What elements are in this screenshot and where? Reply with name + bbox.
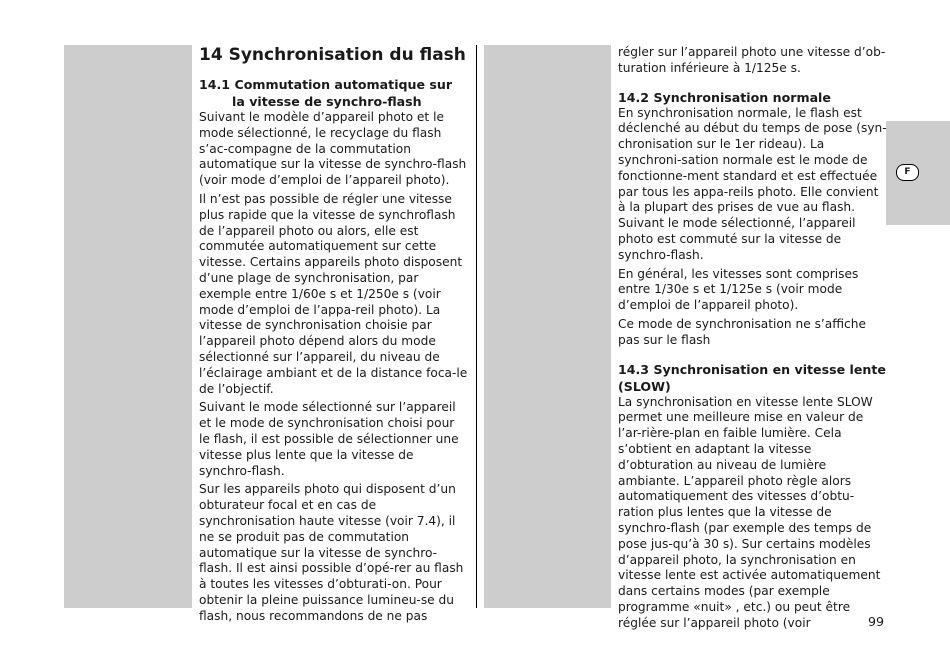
paragraph: Sur les appareils photo qui disposent d’un obturateur focal et en cas de synchronisation haute vitesse (voir 7.4), il ne se produit pas de commutation automatique sur la vitesse de synchro-flash. Il est ainsi possible d’opé-rer au flash à toutes les vitesses d’obturati-on. Pour obtenir la pleine puissance lumineu-se du flash, nous recommandons de ne pas xyxy=(199,482,464,623)
right-margin-band xyxy=(484,45,611,608)
paragraph: En synchronisation normale, le flash est déclenché au début du temps de pose (syn-chronisation sur le 1er rideau). La synchroni-sation normale est le mode de fonctionne-ment standard et est effectuée par tous les appa-reils photo. Elle convient à la plupart des prises de vue au flash. Suivant le mode sélectionné, l’appareil photo est commuté sur la vitesse de synchro-flash. xyxy=(618,105,887,262)
subsection-heading-14-1 xyxy=(199,76,469,110)
page-number: 99 xyxy=(868,614,885,629)
paragraph: Ce mode de synchronisation ne s’affiche pas sur le flash xyxy=(618,316,866,347)
subsection-heading-14-1-text: 14.1 Commutation automatique sur la vitesse de synchro-flash xyxy=(199,77,453,109)
paragraph: La synchronisation en vitesse lente SLOW permet une meilleure mise en valeur de l’ar-rière-plan en faible lumière. Cela s’obtient en adaptant la vitesse d’obturation au niveau de lumière ambiante. L’appareil photo règle alors automatiquement des vitesses d’obtu-ration plus lentes que la vitesse de synchro-flash (par exemple des temps de pose jus-qu’à 30 s). Sur certains modèles d’appareil photo, la synchronisation en vitesse lente est activée automatiquement dans certains modes (par exemple programme «nuit» , etc.) ou peut être réglée sur l’appareil photo (voir xyxy=(618,394,881,630)
left-column xyxy=(199,44,469,628)
paragraph: régler sur l’appareil photo une vitesse d’ob-turation inférieure à 1/125e s. xyxy=(618,45,886,75)
paragraph: Suivant le modèle d’appareil photo et le mode sélectionné, le recyclage du flash s’ac-compagne de la commutation automatique sur la vitesse de synchro-flash (voir mode d’emploi de l’appareil photo). xyxy=(199,110,467,188)
section-title: 14 Synchronisation du flash xyxy=(199,45,466,65)
right-column xyxy=(618,45,888,635)
language-badge: F xyxy=(896,164,919,181)
paragraph: En général, les vitesses sont comprises entre 1/30e s et 1/125e s (voir mode d’emploi de l’appareil photo). xyxy=(618,266,859,313)
column-divider xyxy=(476,45,477,608)
subsection-heading-14-3: 14.3 Synchronisation en vitesse lente (SLOW) xyxy=(618,361,886,394)
paragraph: Il n’est pas possible de régler une vitesse plus rapide que la vitesse de synchroflash de l’appareil photo ou alors, elle est commutée automatiquement sur cette vitesse. Certains appareils photo disposent d’une plage de synchronisation, par exemple entre 1/60e s et 1/250e s (voir mode d’emploi de l’appa-reil photo). La vitesse de synchronisation choisie par l’appareil photo dépend alors du mode sélectionné sur l’appareil, du niveau de l’éclairage ambiant et de la distance foca-le de l’objectif. xyxy=(199,191,468,396)
subsection-heading-14-2: 14.2 Synchronisation normale xyxy=(618,89,831,105)
left-margin-band xyxy=(64,45,192,608)
paragraph: Suivant le mode sélectionné sur l’appareil et le mode de synchronisation choisi pour le flash, il est possible de sélectionner une vitesse plus lente que la vitesse de synchro-flash. xyxy=(199,400,459,478)
